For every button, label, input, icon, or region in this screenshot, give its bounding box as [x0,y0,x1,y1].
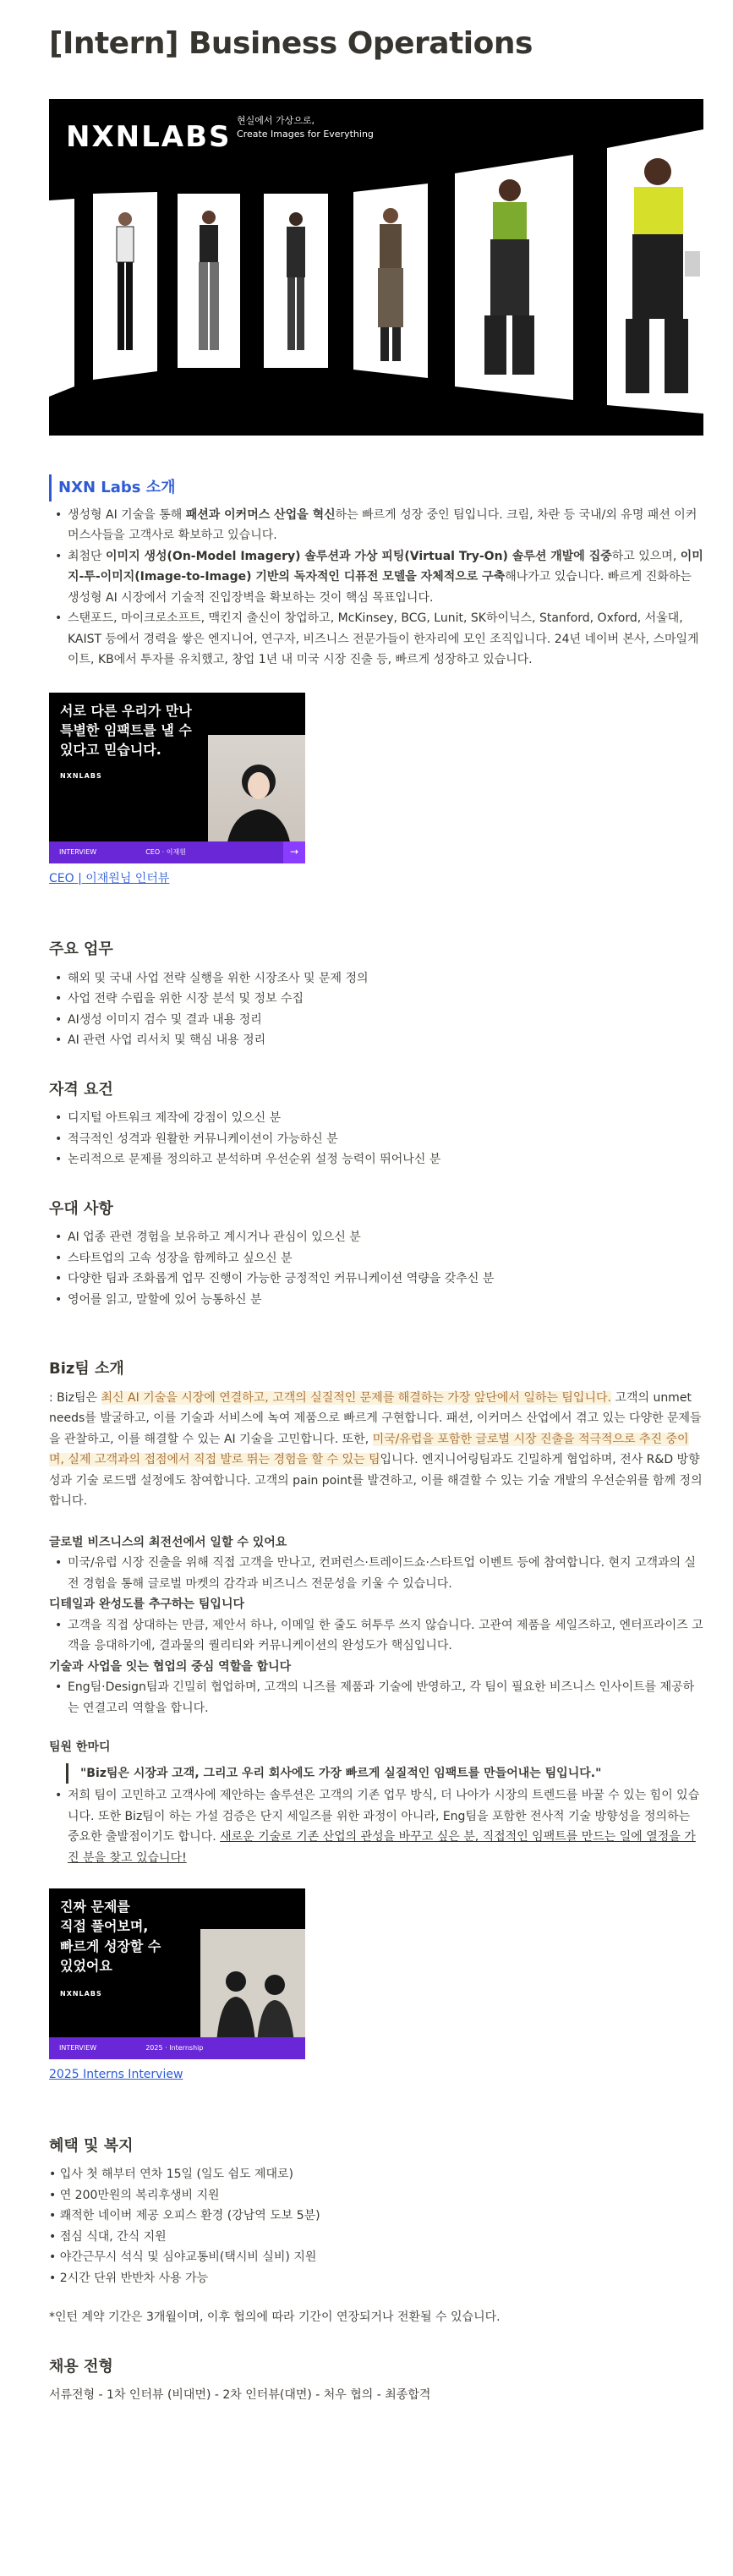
list-item: • AI 관련 사업 리서치 및 핵심 내용 정리 [49,1030,703,1051]
card-title: 진짜 문제를 직접 풀어보며, 빠르게 성장할 수 있었어요 [60,1899,161,1974]
hero-tagline-line2: Create Images for Everything [237,129,374,140]
benefits-list [49,2164,703,2288]
team-member-quote: "Biz팀은 시장과 고객, 그리고 우리 회사에도 가장 빠르게 실질적인 임팩트를 만들어내는 팀입니다." [66,1763,703,1784]
list-item: • 야간근무시 석식 및 심야교통비(택시비 실비) 지원 [49,2250,317,2265]
highlight-text: 미국/유럽을 포함한 글로벌 시장 진출을 적극적으로 추진 중이며, 실제 고객과의 접점에서 직접 발로 뛰는 경험을 할 수 있는 팀 [49,1432,689,1467]
biz-detail-list [49,1615,703,1657]
hero-frames-graphic [49,99,703,436]
process-heading: 채용 전형 [49,2357,113,2376]
duties-list [49,968,703,1051]
list-item: • AI 업종 관련 경험을 보유하고 계시거나 관심이 있으신 분 [49,1227,703,1248]
list-item: • 점심 식대, 간식 지원 [49,2229,167,2244]
list-item: • 고객을 직접 상대하는 만큼, 제안서 하나, 이메일 한 줄도 허투루 쓰지 않습니다. 고관여 제품을 세일즈하고, 엔터프라이즈 고객을 응대하기에, 결과물의 퀄리티와 커뮤니케이션의 완성도가 핵심입니다. [49,1615,703,1657]
intern-interview-link[interactable]: 2025 Interns Interview [49,2068,183,2082]
hero-banner-image [49,99,703,436]
list-item: • 생성형 AI 기술을 통해 패션과 이커머스 산업을 혁신하는 빠르게 성장 중인 팀입니다. 크림, 차란 등 국내/외 유명 패션 이커머스사들을 고객사로 확보하고 있습니다. [49,505,703,546]
card-title: 서로 다른 우리가 만나 특별한 임팩트를 낼 수 있다고 믿습니다. [60,702,192,759]
team-member-list [49,1785,703,1868]
nxn-intro-list [49,505,703,671]
list-item: • 쾌적한 네이버 제공 오피스 환경 (강남역 도보 5분) [49,2209,320,2223]
biz-sub-heading-detail: 디테일과 완성도를 추구하는 팀입니다 [49,1598,245,1612]
highlight-text: 최신 AI 기술을 시장에 연결하고, 고객의 실질적인 문제를 해결하는 가장 앞단에서 일하는 팀입니다. [101,1390,611,1405]
list-item: • 디지털 아트워크 제작에 강점이 있으신 분 [49,1108,703,1129]
card-footer-bar: INTERVIEW CEO · 이재원 → [49,841,305,863]
ceo-interview-card[interactable] [49,693,305,863]
preferred-list [49,1227,703,1310]
biz-sub-heading-global: 글로벌 비즈니스의 최전선에서 일할 수 있어요 [49,1535,287,1549]
list-item: • 2시간 단위 반반차 사용 가능 [49,2271,209,2285]
contract-note: *인턴 계약 기간은 3개월이며, 이후 협의에 따라 기간이 연장되거나 전환될 수 있습니다. [49,2310,501,2325]
list-item: • 저희 팀이 고민하고 고객사에 제안하는 솔루션은 고객의 기존 업무 방식, 더 나아가 시장의 트렌드를 바꿀 수 있는 힘이 있습니다. 또한 Biz팀이 하는 가설 검증은 단지 세일즈를 위한 과정이 아니라, Eng팀을 포함한 전사적 기술 방향성을 정의하는 중요한 출발점이기도 합니다. 새로운 기술로 기존 산업의 관성을 바꾸고 싶은 분, 직접적인 임팩트를 만드는 일에 열정을 가진 분을 찾고 있습니다! [49,1785,703,1868]
list-item: • 스타트업의 고속 성장을 함께하고 싶으신 분 [49,1248,703,1269]
list-item: • 사업 전략 수립을 위한 시장 분석 및 정보 수집 [49,989,703,1010]
duties-heading: 주요 업무 [49,940,113,959]
card-logo: NXNLABS [60,771,102,780]
biz-sub-heading-collab: 기술과 사업을 잇는 협업의 중심 역할을 합니다 [49,1659,292,1674]
list-item: • 스탠포드, 마이크로소프트, 맥킨지 출신이 창업하고, McKinsey, BCG, Lunit, SK하이닉스, Stanford, Oxford, 서울대, KAIST 등에서 경력을 쌓은 엔지니어, 연구자, 비즈니스 전문가들이 한자리에 모인 조직입니다. 24년 네이버 본사, 스마일게이트, KB에서 투자를 유치했고, 창업 1년 내 미국 시장 진출 등, 빠르게 성장하고 있습니다. [49,608,703,671]
intern-interview-card[interactable] [49,1888,305,2059]
page-title: [Intern] Business Operations [49,26,533,61]
biz-global-list [49,1553,703,1594]
ceo-interview-link[interactable]: CEO | 이재원님 인터뷰 [49,871,170,885]
list-item: • 최첨단 이미지 생성(On-Model Imagery) 솔루션과 가상 피팅(Virtual Try-On) 솔루션 개발에 집중하고 있으며, 이미지-투-이미지(Image-to-Image) 기반의 독자적인 디퓨전 모델을 자체적으로 구축해나가고 있습니다. 빠르게 진화하는 생성형 AI 시장에서 기술적 진입장벽을 확보하는 것이 핵심 목표입니다. [49,546,703,609]
nxn-labs-heading: NXN Labs 소개 [49,474,703,501]
list-item: • 영어를 읽고, 말할에 있어 능통하신 분 [49,1290,703,1311]
preferred-heading: 우대 사항 [49,1199,113,1218]
list-item: • 미국/유럽 시장 진출을 위해 직접 고객을 만나고, 컨퍼런스·트레이드쇼·스타트업 이벤트 등에 참여합니다. 현지 고객과의 실전 경험을 통해 글로벌 마켓의 감각과 비즈니스 전문성을 키울 수 있습니다. [49,1553,703,1594]
list-item: • 다양한 팀과 조화롭게 업무 진행이 가능한 긍정적인 커뮤니케이션 역량을 갖추신 분 [49,1269,703,1290]
benefits-heading: 혜택 및 복지 [49,2136,134,2155]
list-item: • 연 200만원의 복리후생비 지원 [49,2188,220,2202]
card-logo: NXNLABS [60,1990,102,1998]
biz-collab-list [49,1677,703,1718]
hero-tagline-line1: 현실에서 가상으로, [237,115,315,127]
list-item: • 해외 및 국내 사업 전략 실행을 위한 시장조사 및 문제 정의 [49,968,703,989]
list-item: • 논리적으로 문제를 정의하고 분석하며 우선순위 설정 능력이 뛰어나신 분 [49,1149,703,1170]
list-item: • AI생성 이미지 검수 및 결과 내용 정리 [49,1010,703,1031]
biz-team-intro: : Biz팀은 최신 AI 기술을 시장에 연결하고, 고객의 실질적인 문제를 해결하는 가장 앞단에서 일하는 팀입니다. 고객의 unmet needs를 발굴하고, 이를 기술과 서비스에 녹여 제품으로 빠르게 구현합니다. 패션, 이커머스 산업에서 겪고 있는 다양한 문제들을 관찰하고, 이를 해결할 수 있는 AI 기술을 고민합니다. 또한, 미국/유럽을 포함한 글로벌 시장 진출을 적극적으로 추진 중이며, 실제 고객과의 접점에서 직접 발로 뛰는 경험을 할 수 있는 팀입니다. 엔지니어링팀과도 긴밀하게 협업하며, 전사 R&D 방향성과 기술 로드맵 설정에도 참여합니다. 고객의 pain point를 발견하고, 이를 해결할 수 있는 기술 개발의 우선순위를 함께 정의합니다. [49,1390,703,1509]
list-item: • 적극적인 성격과 원활한 커뮤니케이션이 가능하신 분 [49,1129,703,1150]
team-member-heading: 팀원 한마디 [49,1740,111,1755]
process-text: 서류전형 - 1차 인터뷰 (비대면) - 2차 인터뷰(대면) - 처우 협의 - 최종합격 [49,2388,431,2403]
card-footer-bar: INTERVIEW 2025 · Internship [49,2037,305,2059]
requirements-list [49,1108,703,1170]
list-item: • Eng팀·Design팀과 긴밀히 협업하며, 고객의 니즈를 제품과 기술에 반영하고, 각 팀이 필요한 비즈니스 인사이트를 제공하는 연결고리 역할을 합니다. [49,1677,703,1718]
arrow-right-icon: → [283,841,305,863]
biz-team-heading: Biz팀 소개 [49,1360,124,1378]
list-item: • 입사 첫 해부터 연차 15일 (일도 쉼도 제대로) [49,2168,293,2182]
requirements-heading: 자격 요건 [49,1080,113,1099]
nxnlabs-logo: NXNLABS [66,120,232,155]
